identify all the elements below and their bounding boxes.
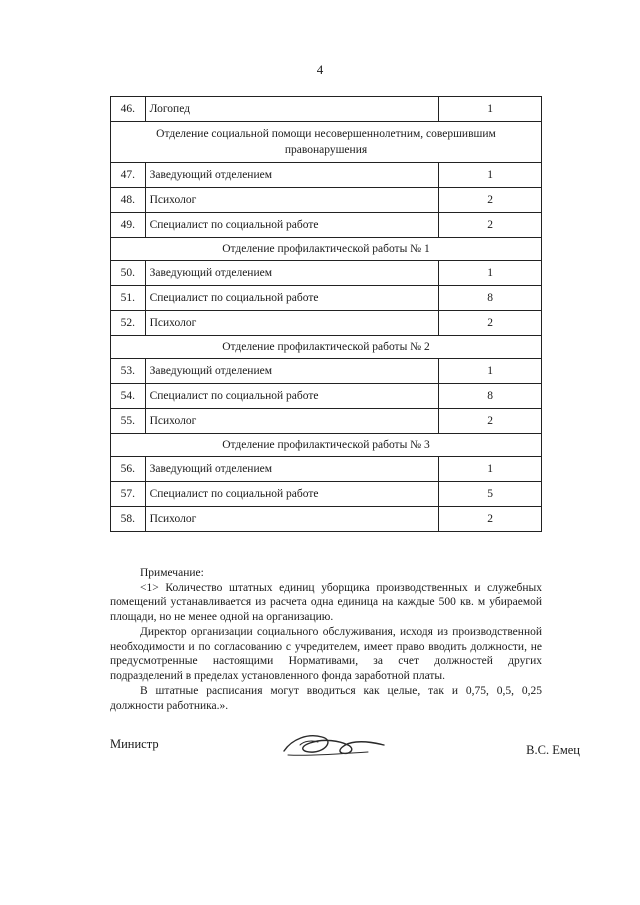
row-number: 58. bbox=[111, 507, 146, 532]
table-row bbox=[111, 188, 542, 213]
position-name: Заведующий отделением bbox=[145, 163, 439, 188]
signature-block bbox=[110, 737, 580, 777]
row-number: 50. bbox=[111, 261, 146, 286]
note-heading: Примечание: bbox=[140, 567, 204, 579]
staff-count: 8 bbox=[439, 384, 542, 409]
table-row bbox=[111, 409, 542, 434]
row-number: 47. bbox=[111, 163, 146, 188]
staff-count: 2 bbox=[439, 213, 542, 238]
position-name: Заведующий отделением bbox=[145, 261, 439, 286]
signer-title: Министр bbox=[110, 737, 159, 751]
staff-count: 2 bbox=[439, 507, 542, 532]
table-row bbox=[111, 457, 542, 482]
staff-count: 2 bbox=[439, 311, 542, 336]
page-number: 4 bbox=[316, 62, 324, 77]
position-name: Психолог bbox=[145, 507, 439, 532]
staff-count: 5 bbox=[439, 482, 542, 507]
staff-count: 1 bbox=[439, 163, 542, 188]
staff-count: 1 bbox=[439, 97, 542, 122]
row-number: 56. bbox=[111, 457, 146, 482]
table-row bbox=[111, 261, 542, 286]
table-row bbox=[111, 482, 542, 507]
handwritten-signature bbox=[278, 725, 388, 765]
section-header-row bbox=[111, 336, 542, 359]
note-paragraph: В штатные расписания могут вводиться как целые, так и 0,75, 0,5, 0,25 должности работника.». bbox=[110, 685, 542, 712]
section-title: Отделение социальной помощи несовершеннолетним, совершившим правонарушения bbox=[111, 122, 542, 163]
row-number: 46. bbox=[111, 97, 146, 122]
table-row bbox=[111, 384, 542, 409]
staff-count: 2 bbox=[439, 409, 542, 434]
row-number: 48. bbox=[111, 188, 146, 213]
position-name: Психолог bbox=[145, 311, 439, 336]
staffing-table-body bbox=[111, 97, 542, 532]
table-row bbox=[111, 213, 542, 238]
position-name: Специалист по социальной работе bbox=[145, 286, 439, 311]
row-number: 51. bbox=[111, 286, 146, 311]
row-number: 54. bbox=[111, 384, 146, 409]
signer-name: В.С. Емец bbox=[526, 743, 580, 757]
position-name: Специалист по социальной работе bbox=[145, 384, 439, 409]
position-name: Логопед bbox=[145, 97, 439, 122]
row-number: 49. bbox=[111, 213, 146, 238]
table-row bbox=[111, 97, 542, 122]
section-header-row bbox=[111, 434, 542, 457]
row-number: 53. bbox=[111, 359, 146, 384]
staff-count: 2 bbox=[439, 188, 542, 213]
position-name: Психолог bbox=[145, 188, 439, 213]
note-section bbox=[110, 566, 542, 713]
table-row bbox=[111, 507, 542, 532]
section-title: Отделение профилактической работы № 2 bbox=[111, 336, 542, 359]
staff-count: 1 bbox=[439, 261, 542, 286]
section-title: Отделение профилактической работы № 1 bbox=[111, 238, 542, 261]
position-name: Заведующий отделением bbox=[145, 359, 439, 384]
section-title: Отделение профилактической работы № 3 bbox=[111, 434, 542, 457]
staff-count: 1 bbox=[439, 457, 542, 482]
position-name: Заведующий отделением bbox=[145, 457, 439, 482]
row-number: 52. bbox=[111, 311, 146, 336]
row-number: 55. bbox=[111, 409, 146, 434]
table-row bbox=[111, 286, 542, 311]
note-paragraph: <1> Количество штатных единиц уборщика производственных и служебных помещений устанавливается из расчета одна единица на каждые 500 кв. м убираемой площади, но не менее одной на организацию. bbox=[110, 581, 542, 623]
position-name: Специалист по социальной работе bbox=[145, 213, 439, 238]
position-name: Специалист по социальной работе bbox=[145, 482, 439, 507]
section-header-row bbox=[111, 122, 542, 163]
staff-count: 8 bbox=[439, 286, 542, 311]
staffing-table bbox=[110, 96, 542, 532]
table-row bbox=[111, 311, 542, 336]
staff-count: 1 bbox=[439, 359, 542, 384]
position-name: Психолог bbox=[145, 409, 439, 434]
table-row bbox=[111, 163, 542, 188]
row-number: 57. bbox=[111, 482, 146, 507]
note-paragraph: Директор организации социального обслуживания, исходя из производственной необходимости и по согласованию с учредителем, имеет право вводить должности, не предусмотренные настоящими Нормативами, за счет должностей других подразделений в пределах установленного фонда заработной платы. bbox=[110, 626, 542, 682]
section-header-row bbox=[111, 238, 542, 261]
table-row bbox=[111, 359, 542, 384]
